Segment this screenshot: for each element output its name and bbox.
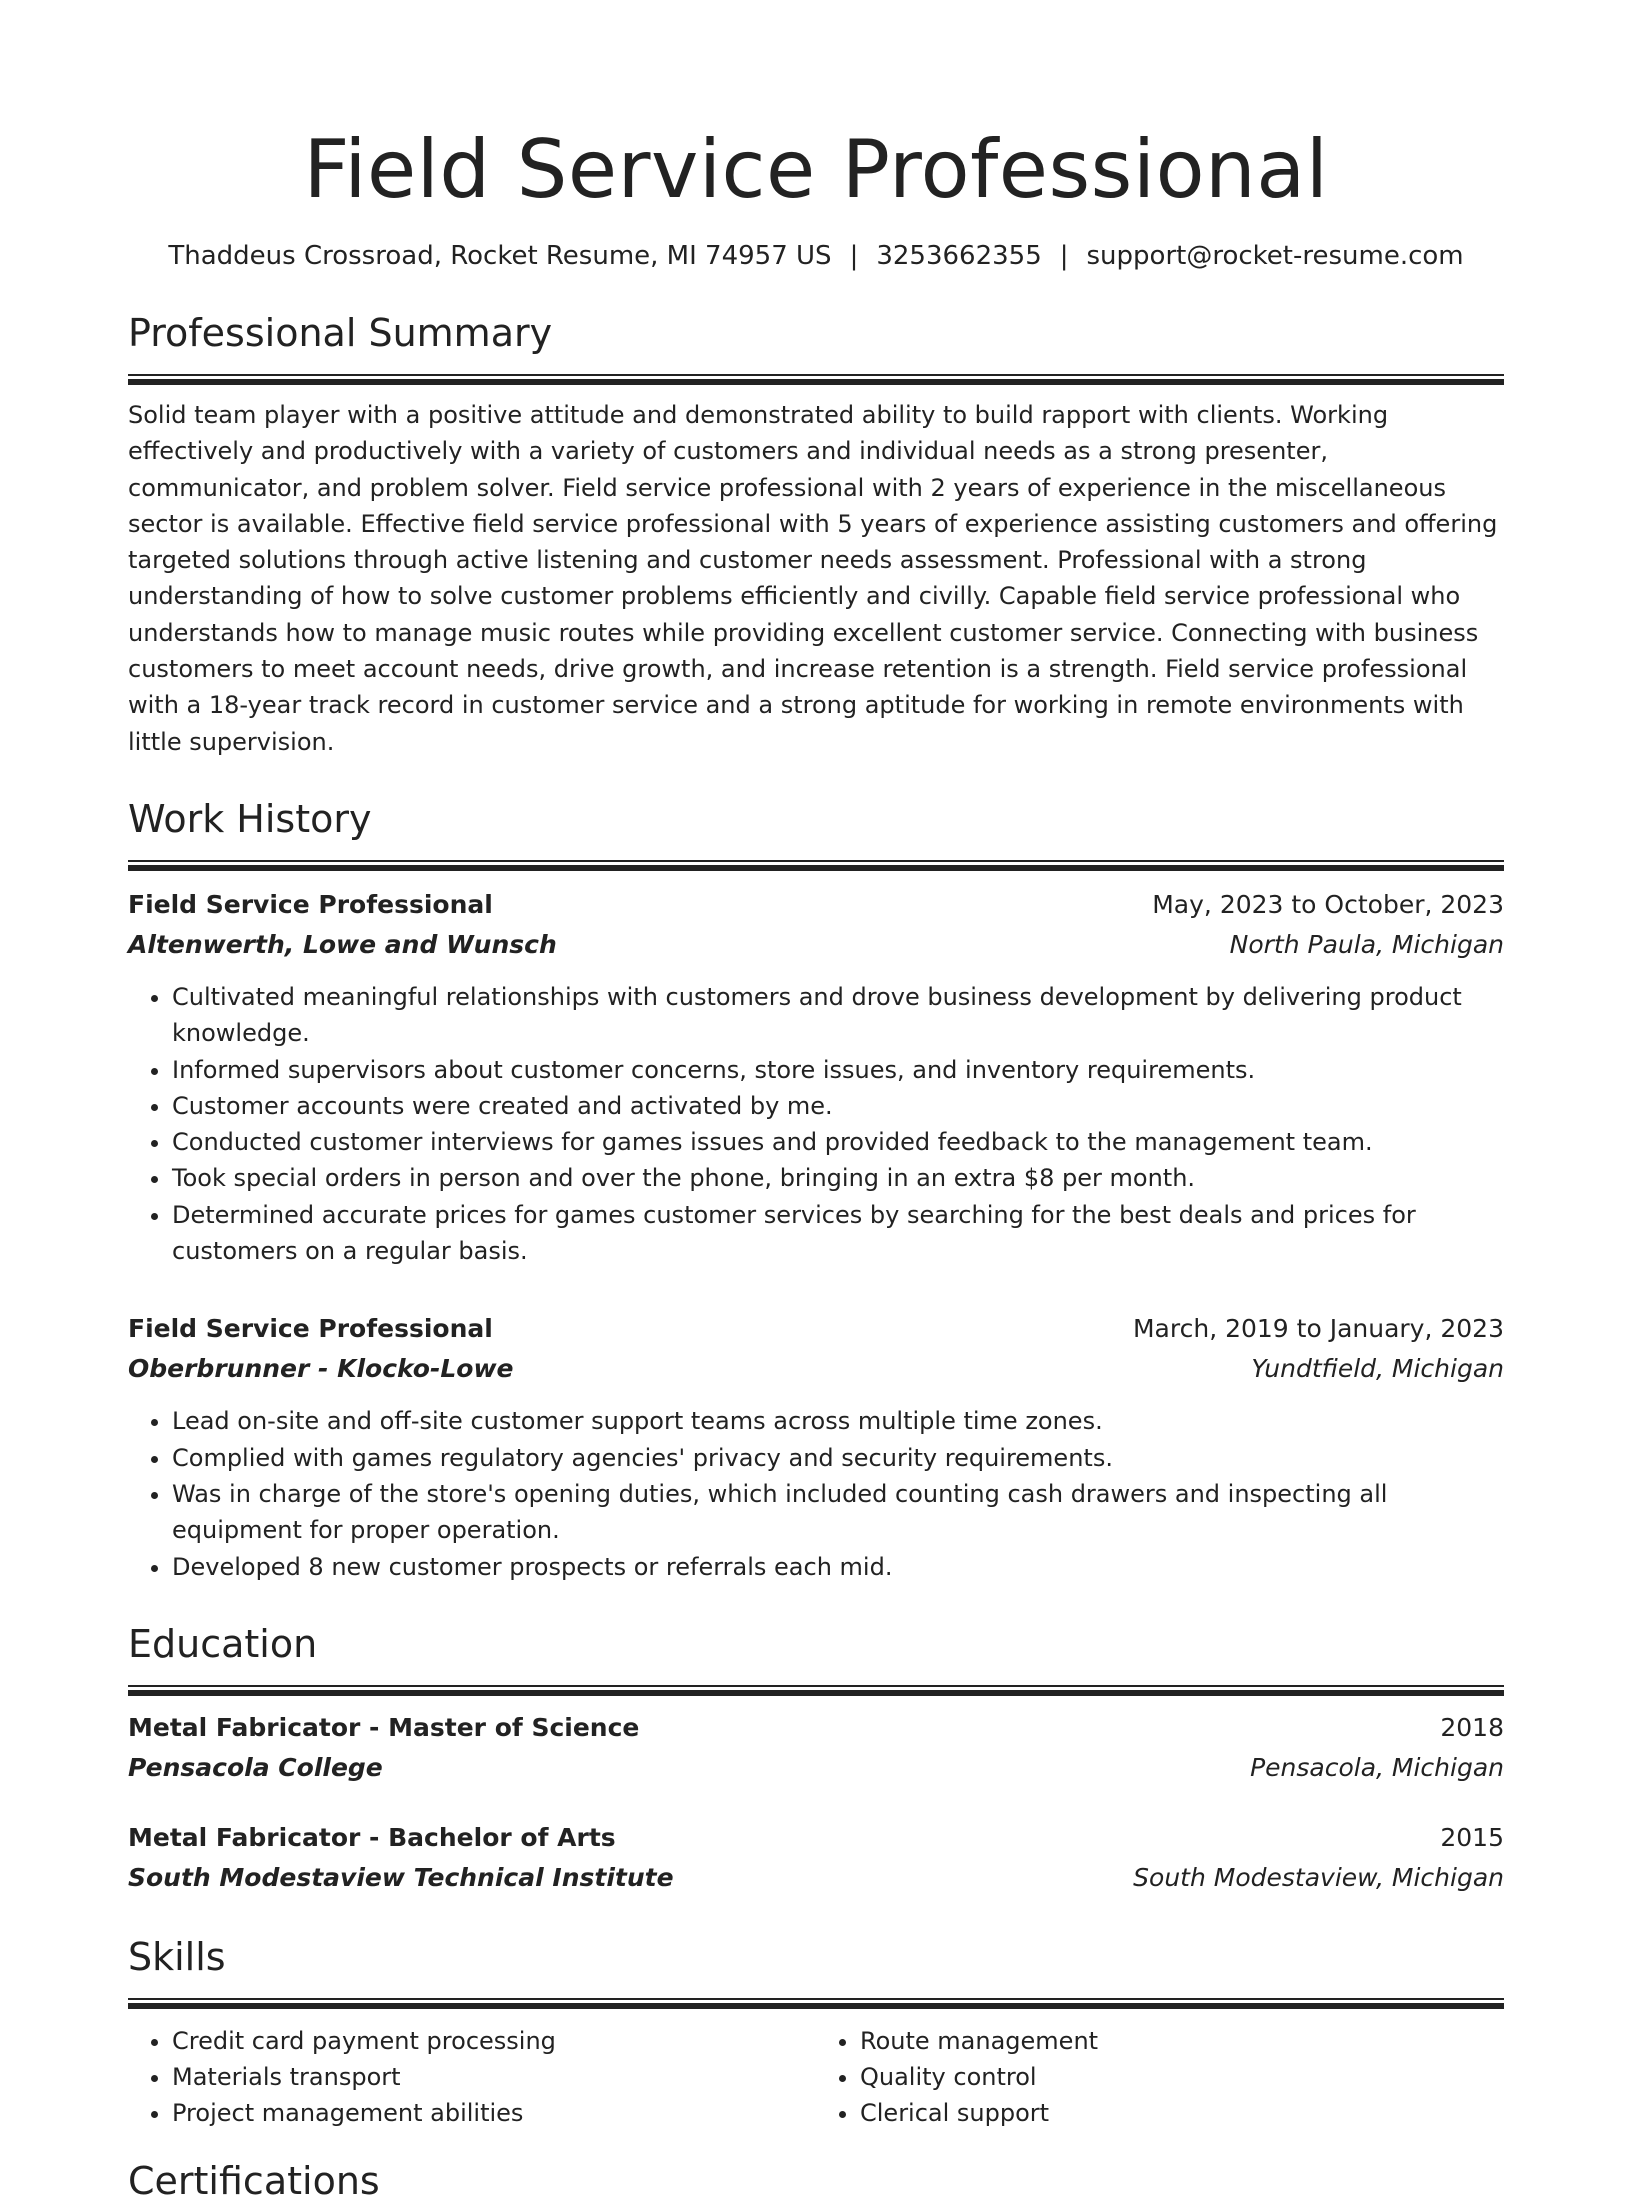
- job-dates: March, 2019 to January, 2023: [1132, 1314, 1504, 1344]
- job-title: Field Service Professional: [128, 1314, 493, 1344]
- certifications-section: [128, 2156, 1504, 2206]
- job-bullet: • Informed supervisors about customer concerns, store issues, and inventory requirements.: [172, 1052, 1504, 1088]
- job-bullet: • Cultivated meaningful relationships with customers and drove business development by delivering product knowledge.: [172, 979, 1504, 1052]
- education-header-row: [128, 1818, 1504, 1858]
- section-title-summary: Professional Summary: [128, 311, 553, 355]
- section-divider: [128, 374, 1504, 385]
- section-divider: [128, 1998, 1504, 2009]
- education-degree: Metal Fabricator - Master of Science: [128, 1712, 640, 1742]
- education-school: South Modestaview Technical Institute: [128, 1862, 674, 1892]
- section-title-education: Education: [128, 1621, 318, 1666]
- contact-address: Thaddeus Crossroad, Rocket Resume, MI 74957 US: [168, 241, 832, 271]
- education-entry: [128, 1708, 1504, 1788]
- education-school-row: [128, 1858, 1504, 1898]
- job-bullet: • Customer accounts were created and activated by me.: [172, 1088, 1504, 1124]
- section-divider: [128, 860, 1504, 871]
- skills-column-left: [128, 2023, 816, 2132]
- job-bullet: • Was in charge of the store's opening duties, which included counting cash drawers and inspecting all equipment for proper operation.: [172, 1476, 1504, 1549]
- skill-item: • Route management: [860, 2023, 1504, 2059]
- skill-item: • Project management abilities: [172, 2095, 816, 2131]
- job-company: Oberbrunner - Klocko-Lowe: [128, 1354, 514, 1384]
- job-location: North Paula, Michigan: [1229, 929, 1504, 959]
- skills-column-right: [816, 2023, 1504, 2132]
- contact-separator: |: [1059, 241, 1069, 271]
- education-header-row: [128, 1708, 1504, 1748]
- skill-item: • Materials transport: [172, 2059, 816, 2095]
- education-school: Pensacola College: [128, 1752, 383, 1782]
- skill-item: • Credit card payment processing: [172, 2023, 816, 2059]
- section-title-skills: Skills: [128, 1934, 226, 1979]
- job-header-row: [128, 885, 1504, 925]
- education-school-row: [128, 1748, 1504, 1788]
- job-bullets: [128, 979, 1504, 1269]
- job-dates: May, 2023 to October, 2023: [1152, 889, 1504, 919]
- skills-columns: [128, 2023, 1504, 2132]
- job-company-row: [128, 1349, 1504, 1389]
- job-bullets: [128, 1403, 1504, 1584]
- job-company: Altenwerth, Lowe and Wunsch: [128, 929, 557, 959]
- contact-line: [128, 238, 1504, 274]
- skills-section: [128, 1932, 1504, 2132]
- job-title: Field Service Professional: [128, 889, 493, 919]
- contact-separator: |: [849, 241, 859, 271]
- job-bullet: • Took special orders in person and over the phone, bringing in an extra $8 per month.: [172, 1160, 1504, 1196]
- education-entry: [128, 1818, 1504, 1898]
- job-bullet: • Determined accurate prices for games customer services by searching for the best deals and prices for customers on a regular basis.: [172, 1197, 1504, 1270]
- skill-item: • Clerical support: [860, 2095, 1504, 2131]
- contact-phone: 3253662355: [876, 241, 1042, 271]
- section-title-certifications: Certifications: [128, 2158, 380, 2203]
- resume-title: Field Service Professional: [303, 123, 1329, 216]
- summary-text: Solid team player with a positive attitude and demonstrated ability to build rapport with clients. Working effectively and productively with a variety of customers and individual needs as a strong presenter, communicator, and problem solver. Field service professional with 2 years of experience in the miscellaneous sector is available. Effective field service professional with 5 years of experience assisting customers and offering targeted solutions through active listening and customer needs assessment. Professional with a strong understanding of how to solve customer problems efficiently and civilly. Capable field service professional who understands how to manage music routes while providing excellent customer service. Connecting with business customers to meet account needs, drive growth, and increase retention is a strength. Field service professional with a 18-year track record in customer service and a strong aptitude for working in remote environments with little supervision.: [128, 401, 1498, 756]
- job-location: Yundtfield, Michigan: [1251, 1354, 1504, 1384]
- education-year: 2015: [1440, 1822, 1504, 1852]
- education-location: Pensacola, Michigan: [1250, 1752, 1504, 1782]
- education-year: 2018: [1440, 1712, 1504, 1742]
- section-divider: [128, 1685, 1504, 1696]
- contact-email: support@rocket-resume.com: [1086, 241, 1464, 271]
- job-bullet: • Complied with games regulatory agencies' privacy and security requirements.: [172, 1440, 1504, 1476]
- skill-item: • Quality control: [860, 2059, 1504, 2095]
- job-company-row: [128, 925, 1504, 965]
- education-location: South Modestaview, Michigan: [1133, 1862, 1504, 1892]
- job-header-row: [128, 1309, 1504, 1349]
- section-title-work-history: Work History: [128, 796, 372, 841]
- job-entry: [128, 1309, 1504, 1584]
- summary-section: [128, 308, 1504, 760]
- education-degree: Metal Fabricator - Bachelor of Arts: [128, 1822, 616, 1852]
- education-section: [128, 1619, 1504, 1898]
- job-bullet: • Lead on-site and off-site customer support teams across multiple time zones.: [172, 1403, 1504, 1439]
- job-bullet: • Conducted customer interviews for games issues and provided feedback to the management team.: [172, 1124, 1504, 1160]
- job-bullet: • Developed 8 new customer prospects or referrals each mid.: [172, 1549, 1504, 1585]
- work-history-section: [128, 794, 1504, 1585]
- job-entry: [128, 885, 1504, 1269]
